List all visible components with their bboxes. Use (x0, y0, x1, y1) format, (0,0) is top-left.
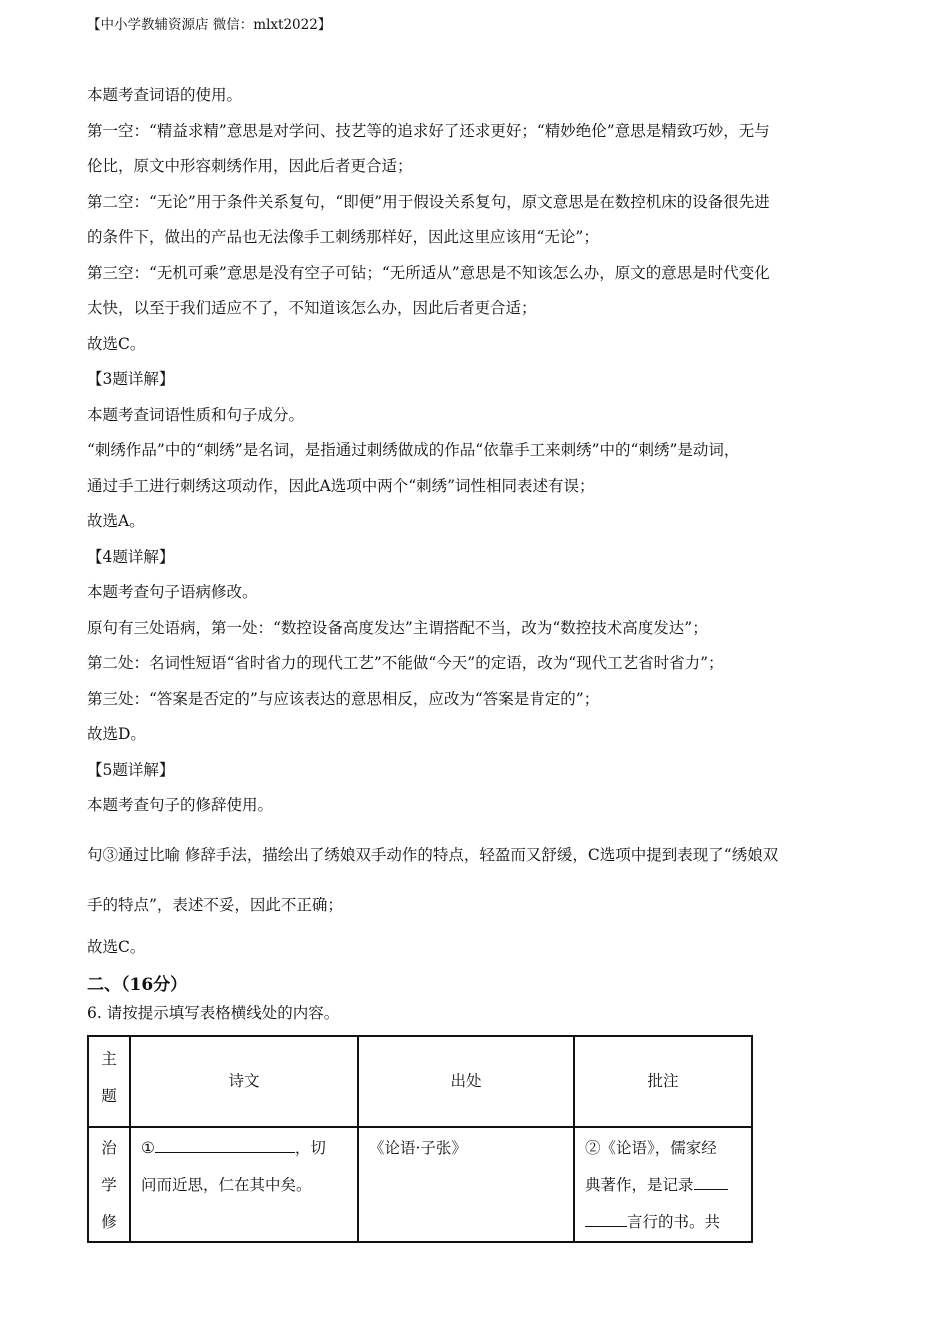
paragraph-line: 本题考查句子语病修改。 (87, 583, 258, 601)
paragraph-line: 【5题详解】 (87, 760, 175, 779)
paragraph-line: 故选A。 (87, 512, 145, 530)
header-note: 批注 (574, 1036, 752, 1127)
paragraph-line: 手的特点”，表述不妥，因此不正确； (87, 895, 343, 914)
paragraph-line: 本题考查句子的修辞使用。 (87, 796, 274, 814)
fill-blank-2a[interactable] (694, 1171, 728, 1190)
fill-blank-2b[interactable] (585, 1208, 627, 1227)
paragraph-line: 第二处：名词性短语“省时省力的现代工艺”不能做“今天”的定语，改为“现代工艺省时省力”； (87, 654, 724, 672)
table-row (88, 1127, 752, 1242)
paragraph-line: 【4题详解】 (87, 547, 175, 566)
header-poem: 诗文 (130, 1036, 358, 1127)
paragraph-line: 的条件下，做出的产品也无法像手工刺绣那样好，因此这里应该用“无论”； (87, 228, 599, 246)
cell-note: ②《论语》，儒家经 典著作，是记录 言行的书。共 (574, 1127, 752, 1242)
paragraph-line: 【3题详解】 (87, 370, 175, 388)
fill-blank-1[interactable] (155, 1134, 295, 1153)
paragraph-line: 本题考查词语性质和句子成分。 (87, 405, 305, 424)
paragraph-line: 太快，以至于我们适应不了，不知道该怎么办，因此后者更合适； (87, 299, 537, 317)
cell-theme: 治 学 修 (88, 1127, 130, 1242)
paragraph-line: 故选C。 (87, 334, 146, 353)
paragraph-line: 第三处：“答案是否定的”与应该表达的意思相反，应改为“答案是肯定的”； (87, 689, 600, 708)
final-answer: 故选C。 (87, 937, 146, 956)
explanation-part2 (87, 830, 862, 930)
paragraph-line: “刺绣作品”中的“刺绣”是名词，是指通过刺绣做成的作品“依靠手工来刺绣”中的“刺绣”是动词， (87, 441, 740, 459)
question-6: 6. 请按提示填写表格横线处的内容。 (87, 1004, 340, 1022)
cell-source: 《论语·子张》 (358, 1127, 574, 1242)
paragraph-line: 第二空：“无论”用于条件关系复句，“即便”用于假设关系复句，原文意思是在数控机床的设备很先进 (87, 192, 770, 211)
document-body (87, 78, 862, 1243)
table-header-row (88, 1036, 752, 1127)
answer-table (87, 1035, 753, 1243)
paragraph-line: 第三空：“无机可乘”意思是没有空子可钻；“无所适从”意思是不知该怎么办，原文的意思是时代变化 (87, 263, 770, 282)
paragraph-line: 句③通过比喻 修辞手法，描绘出了绣娘双手动作的特点，轻盈而又舒缓，C选项中提到表现了“绣娘双 (87, 845, 779, 864)
page-header: 【中小学教辅资源店 微信：mlxt2022】 (87, 17, 332, 33)
explanation-part1 (87, 78, 862, 824)
header-theme: 主 题 (88, 1036, 130, 1127)
paragraph-line: 通过手工进行刺绣这项动作，因此A选项中两个“刺绣”词性相同表述有误； (87, 476, 595, 495)
paragraph-line: 原句有三处语病，第一处：“数控设备高度发达”主谓搭配不当，改为“数控技术高度发达”； (87, 618, 708, 637)
paragraph-line: 第一空：“精益求精”意思是对学问、技艺等的追求好了还求更好；“精妙绝伦”意思是精致巧妙，无与 (87, 121, 770, 140)
cell-poem: ① ，切 问而近思，仁在其中矣。 (130, 1127, 358, 1242)
paragraph-line: 伦比，原文中形容刺绣作用，因此后者更合适； (87, 157, 413, 175)
paragraph-line: 本题考查词语的使用。 (87, 86, 243, 104)
header-source: 出处 (358, 1036, 574, 1127)
paragraph-line: 故选D。 (87, 725, 146, 743)
section-title: 二、（16分） (87, 975, 188, 995)
